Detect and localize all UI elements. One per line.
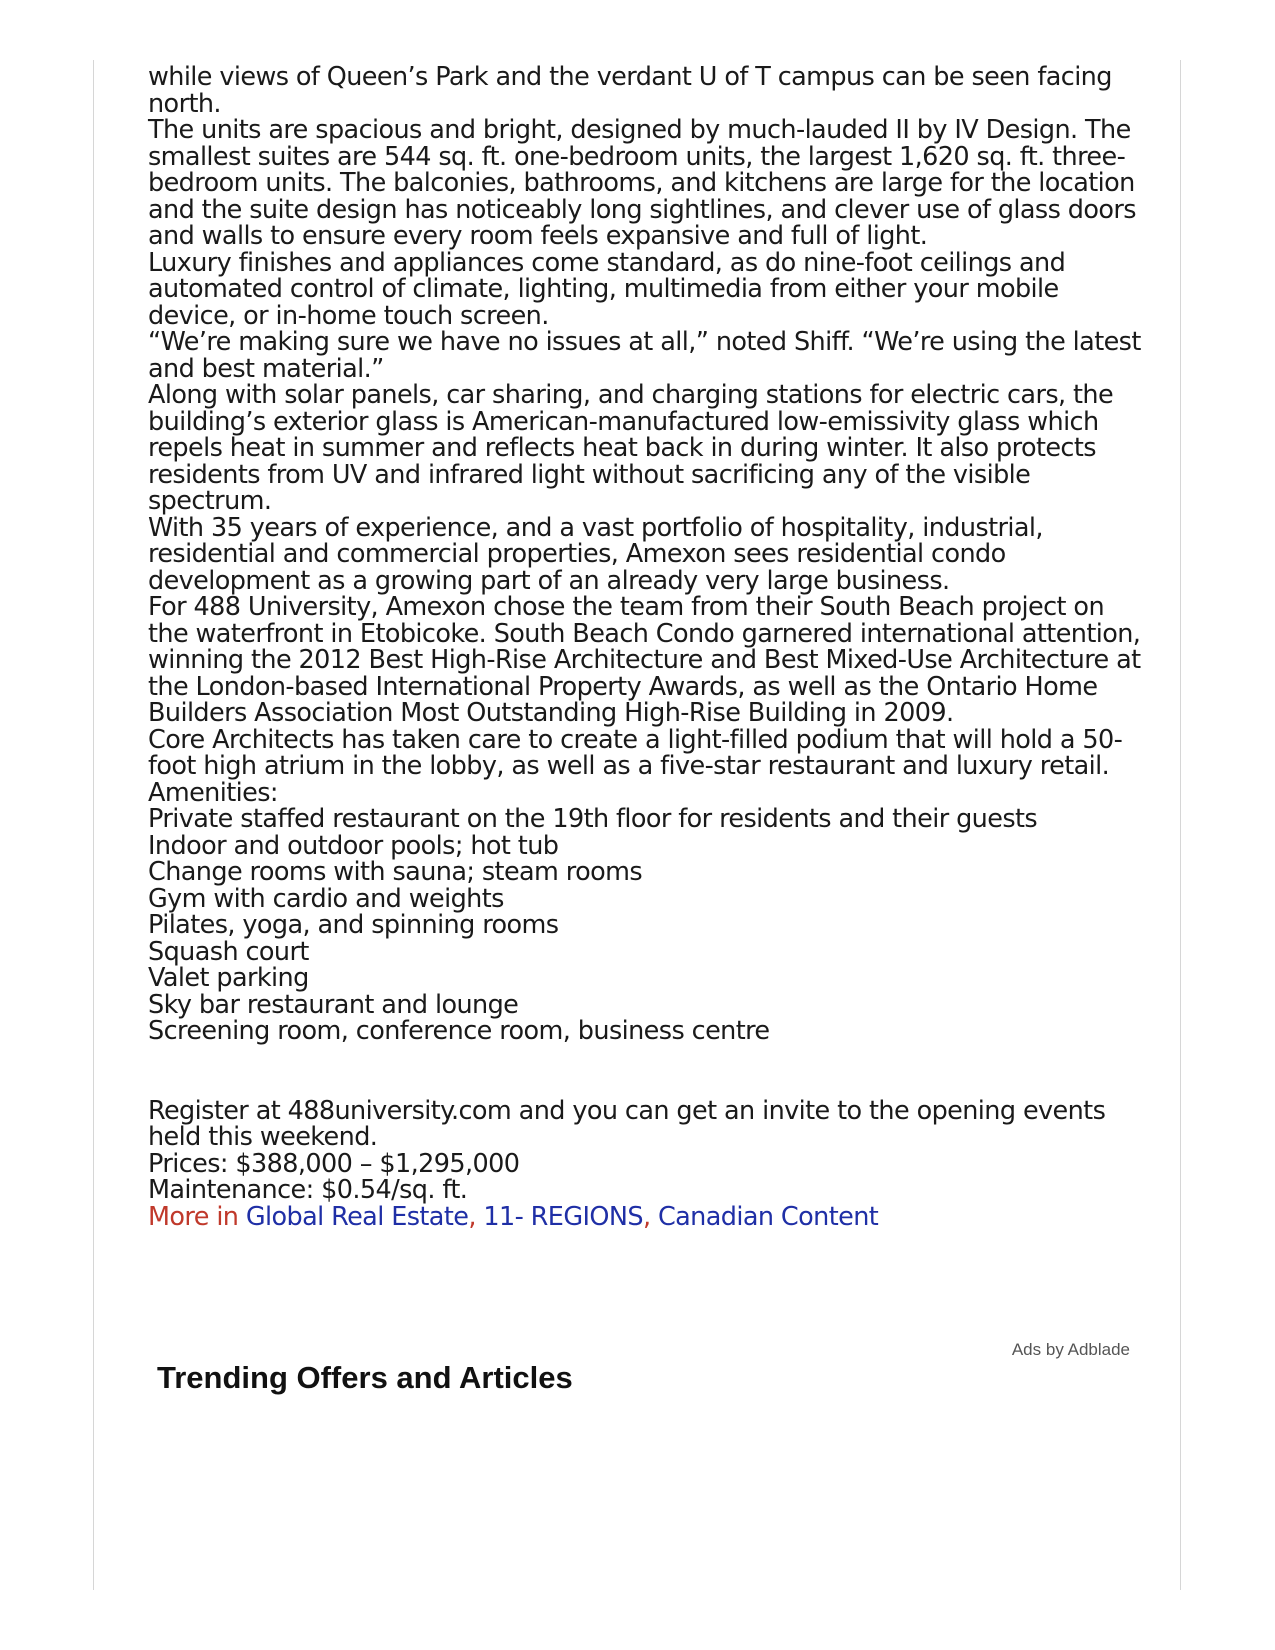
left-border (93, 60, 94, 1590)
paragraph: With 35 years of experience, and a vast portfolio of hospitality, industrial, residential and commercial properties, Amexon sees residential condo development as a growing part of an already very large business. (148, 512, 1043, 596)
paragraph: while views of Queen’s Park and the verdant U of T campus can be seen facing north. (148, 62, 1112, 119)
amenities-heading: Amenities: (148, 777, 278, 808)
article-body (148, 64, 1148, 1230)
trending-heading: Trending Offers and Articles (157, 1360, 573, 1395)
ads-by-adblade-link[interactable]: Ads by Adblade (1011, 1340, 1130, 1359)
amenity-item: Gym with cardio and weights (148, 883, 504, 914)
category-link-canadian-content[interactable]: Canadian Content (657, 1201, 879, 1232)
link-separator: , (468, 1201, 484, 1232)
more-in-prefix: More in (148, 1201, 246, 1232)
amenities-list (148, 806, 1148, 1045)
prices: Prices: $388,000 – $1,295,000 (148, 1148, 520, 1179)
amenity-item: Private staffed restaurant on the 19th floor for residents and their guests (148, 804, 1038, 834)
paragraph: Core Architects has taken care to create a light-filled podium that will hold a 50-foot high atrium in the lobby, as well as a five-star restaurant and luxury retail. (148, 724, 1123, 781)
link-separator: , (642, 1201, 658, 1232)
paragraph: Along with solar panels, car sharing, and charging stations for electric cars, the building’s exterior glass is American-manufactured low-emissivity glass which repels heat in summer and reflects heat back in during winter. It also protects residents from UV and infrared light without sacrificing any of the visible spectrum. (148, 380, 1114, 516)
amenity-item: Indoor and outdoor pools; hot tub (148, 830, 559, 861)
paragraph: Luxury finishes and appliances come standard, as do nine-foot ceilings and automated control of climate, lighting, multimedia from either your mobile device, or in-home touch screen. (148, 247, 1066, 331)
paragraph: The units are spacious and bright, designed by much-lauded II by IV Design. The smallest suites are 544 sq. ft. one-bedroom units, the largest 1,620 sq. ft. three-bedroom units. The balconies, bathrooms, and kitchens are large for the location and the suite design has noticeably long sightlines, and clever use of glass doors and walls to ensure every room feels expansive and full of light. (148, 115, 1136, 251)
spacer (148, 1045, 1148, 1098)
right-border (1180, 60, 1181, 1590)
category-link-11-regions[interactable]: 11- REGIONS (483, 1201, 643, 1232)
amenity-item: Squash court (148, 936, 309, 967)
amenity-item: Sky bar restaurant and lounge (148, 989, 519, 1020)
register-text: Register at 488university.com and you can get an invite to the opening events held this weekend. (148, 1095, 1106, 1152)
maintenance: Maintenance: $0.54/sq. ft. (148, 1175, 468, 1205)
more-in-line (148, 1201, 1148, 1232)
amenity-item: Valet parking (148, 963, 309, 993)
quote-paragraph: “We’re making sure we have no issues at all,” noted Shiff. “We’re using the latest and best material.” (148, 327, 1141, 384)
amenity-item: Change rooms with sauna; steam rooms (148, 857, 643, 887)
paragraph: For 488 University, Amexon chose the team from their South Beach project on the waterfront in Etobicoke. South Beach Condo garnered international attention, winning the 2012 Best High-Rise Architecture and Best Mixed-Use Architecture at the London-based International Property Awards, as well as the Ontario Home Builders Association Most Outstanding High-Rise Building in 2009. (148, 592, 1141, 728)
category-link-global-real-estate[interactable]: Global Real Estate (245, 1201, 469, 1232)
amenity-item: Screening room, conference room, business centre (148, 1016, 770, 1046)
amenity-item: Pilates, yoga, and spinning rooms (148, 910, 559, 940)
